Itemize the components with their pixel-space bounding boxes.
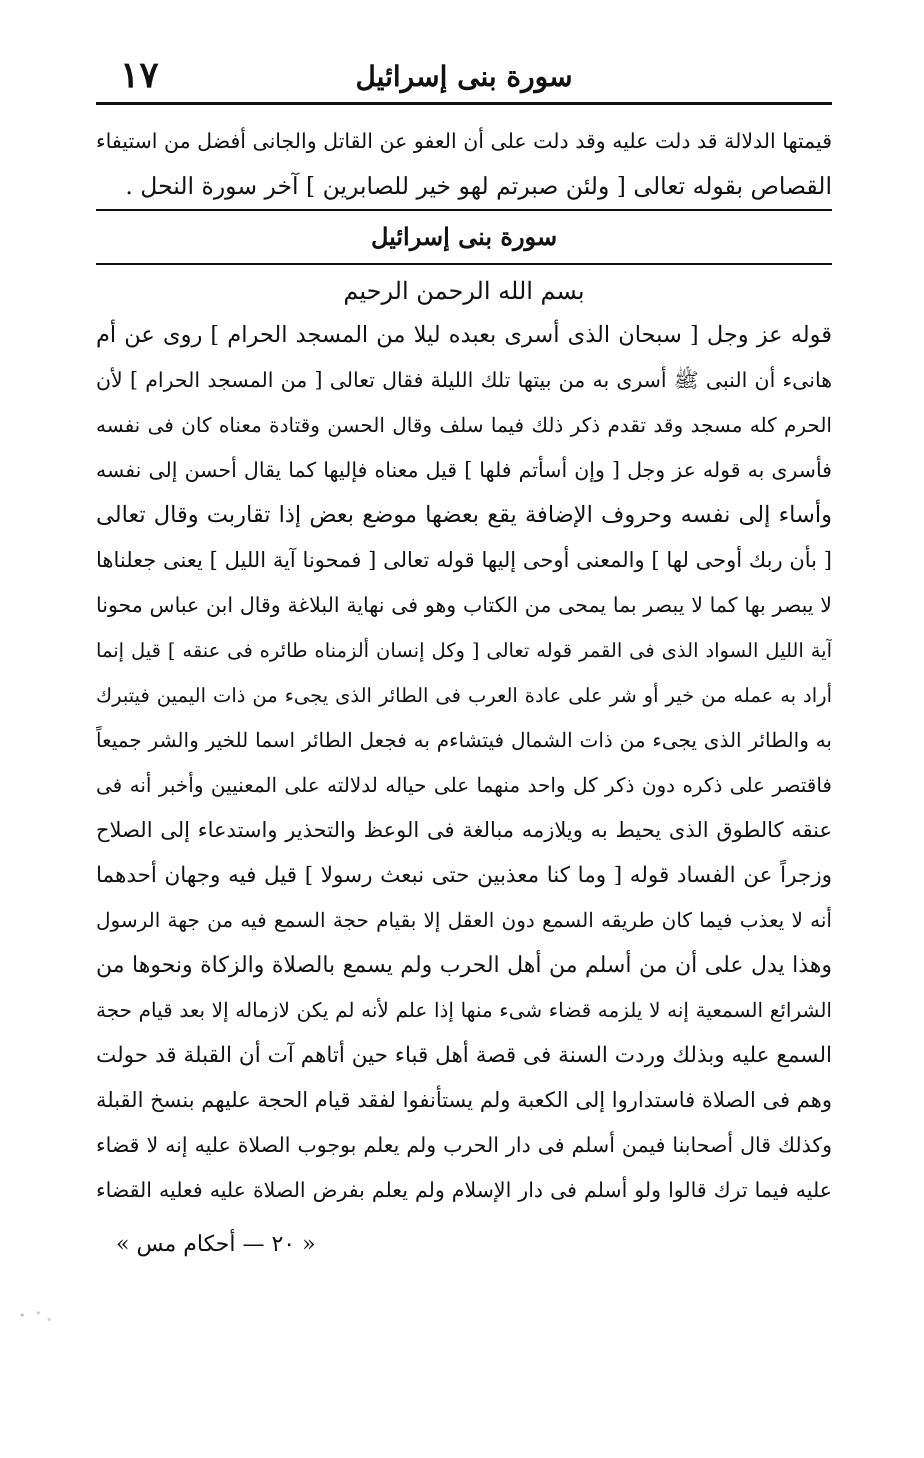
text-line: وزجراً عن الفساد قوله [ وما كنا معذبين حتى نبعث رسولا ] قيل فيه وجهان أحدهما	[96, 863, 832, 888]
basmala: بسم الله الرحمن الرحيم	[343, 277, 585, 305]
text-line: القصاص بقوله تعالى [ ولئن صبرتم لهو خير للصابرين ] آخر سورة النحل .	[125, 172, 832, 200]
page-number: ١٧	[120, 54, 159, 96]
text-line: آية الليل السواد الذى فى القمر قوله تعالى [ وكل إنسان ألزمناه طائره فى عنقه ] قيل إنما	[96, 639, 832, 662]
text-line: السمع عليه وبذلك وردت السنة فى قصة أهل قباء حين أتاهم آت أن القبلة قد حولت	[96, 1043, 832, 1068]
text-line: [ بأن ربك أوحى لها ] والمعنى أوحى إليها قوله تعالى [ فمحونا آية الليل ] يعنى جعلناها	[96, 548, 832, 572]
text-line: لا يبصر بها كما لا يبصر بما يمحى من الكتاب وهو فى نهاية البلاغة وقال ابن عباس محونا	[96, 593, 832, 617]
previous-section-text	[96, 119, 832, 209]
text-line: به والطائر الذى يجىء من ذات الشمال فيتشاءم به فجعل الطائر اسما للخير والشر جميعاً	[96, 728, 832, 752]
body-text	[96, 313, 832, 1213]
text-line: عنقه كالطوق الذى يحيط به ويلازمه مبالغة فى الوعظ والتحذير واستدعاء إلى الصلاح	[96, 818, 832, 842]
text-line: أراد به عمله من خير أو شر على عادة العرب فى الطائر الذى يجىء من ذات اليمين فيتبرك	[96, 684, 832, 707]
signature-mark: « ٢٠ — أحكام مس »	[116, 1232, 316, 1257]
text-line: وكذلك قال أصحابنا فيمن أسلم فى دار الحرب ولم يعلم بوجوب الصلاة عليه إنه لا قضاء	[96, 1133, 832, 1157]
text-line: أنه لا يعذب فيما كان طريقه السمع دون العقل إلا بقيام حجة السمع فيه من جهة الرسول	[96, 908, 832, 932]
text-line: الشرائع السمعية إنه لا يلزمه قضاء شىء منها إذا علم لأنه لم يكن لازماله إلا بعد قيام حجة	[96, 998, 832, 1022]
section-divider	[96, 263, 832, 265]
text-line: وهم فى الصلاة فاستداروا إلى الكعبة ولم يستأنفوا لفقد قيام الحجة عليهم بنسخ القبلة	[96, 1088, 832, 1112]
running-title: سورة بنى إسرائيل	[355, 60, 573, 93]
text-line: عليه فيما ترك قالوا ولو أسلم فى دار الإسلام ولم يعلم بفرض الصلاة عليه فعليه القضاء	[96, 1178, 832, 1202]
document-page	[96, 52, 832, 1272]
text-line: وهذا يدل على أن من أسلم من أهل الحرب ولم يسمع بالصلاة والزكاة ونحوها من	[96, 953, 832, 978]
text-line: الحرم كله مسجد وقد تقدم ذكر ذلك فيما سلف وقال الحسن وقتادة معناه كان فى نفسه	[96, 413, 832, 437]
text-line: قوله عز وجل [ سبحان الذى أسرى بعبده ليلا من المسجد الحرام ] روى عن أم	[96, 322, 832, 348]
text-line: وأساء إلى نفسه وحروف الإضافة يقع بعضها موضع بعض إذا تقاربت وقال تعالى	[96, 502, 832, 528]
scan-speck	[6, 1304, 60, 1326]
text-line: فأسرى به قوله عز وجل [ وإن أسأتم فلها ] قيل معناه فإليها كما يقال أحسن إلى نفسه	[96, 458, 832, 482]
text-line: قيمتها الدلالة قد دلت عليه وقد دلت على أن العفو عن القاتل والجانى أفضل من استيفاء	[96, 129, 832, 153]
text-line: هانىء أن النبى ﷺ أسرى به من بيتها تلك الليلة فقال تعالى [ من المسجد الحرام ] لأن	[96, 368, 832, 392]
page-header	[96, 52, 832, 105]
text-line: فاقتصر على ذكره دون ذكر كل واحد منهما على حياله لدلالته على المعنيين وأخبر أنه فى	[96, 773, 832, 797]
section-title: سورة بنى إسرائيل	[370, 222, 558, 251]
